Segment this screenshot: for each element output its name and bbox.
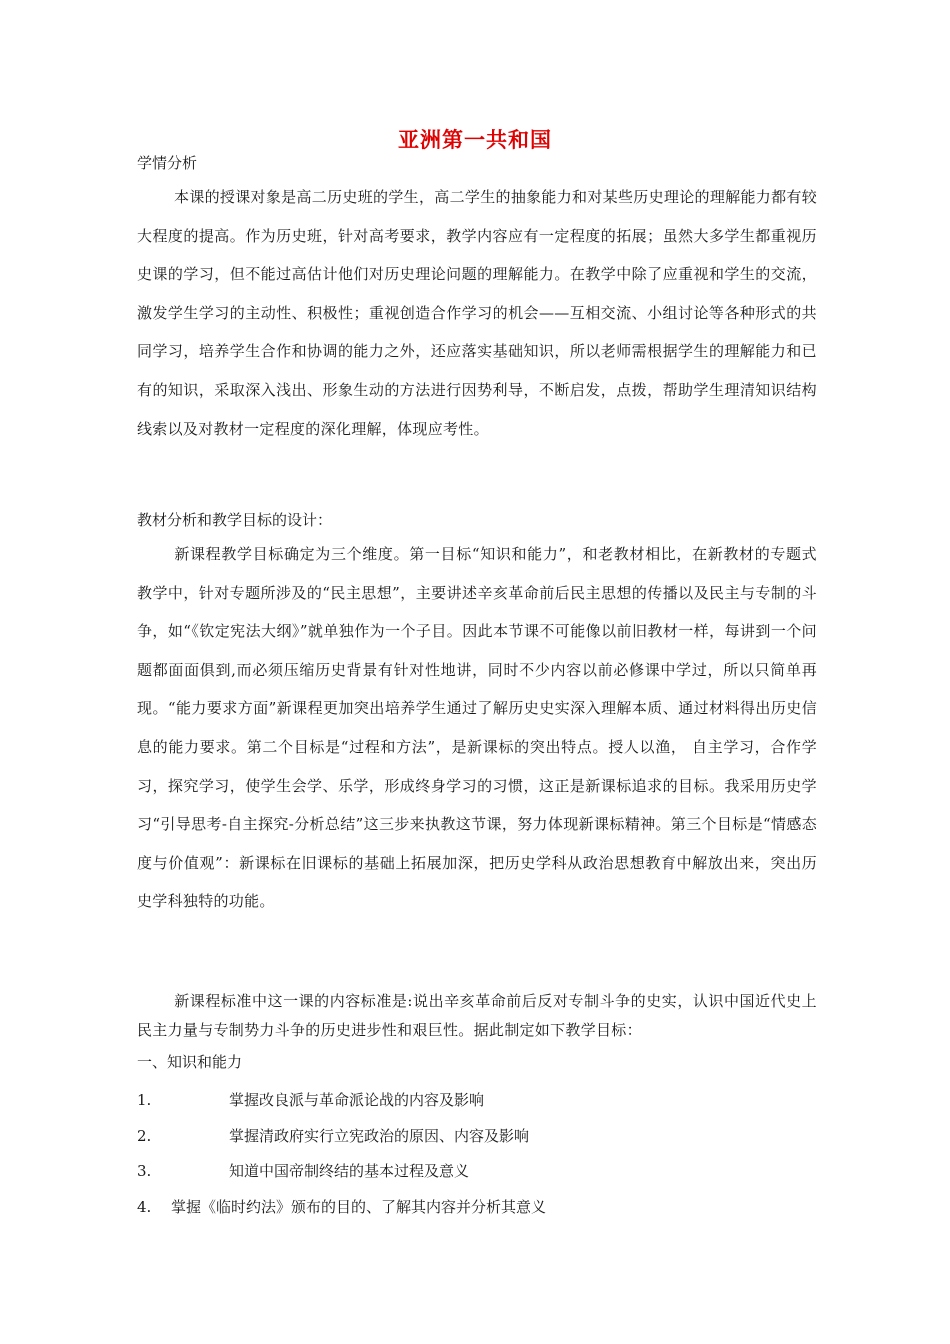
list-item-text: 掌握《临时约法》颁布的目的、了解其内容并分析其意义 xyxy=(171,1198,547,1216)
list-item xyxy=(137,1125,529,1147)
list-item xyxy=(137,1196,546,1218)
objectives-design-text: 新课程教学目标确定为三个维度。第一目标“知识和能力”，和老教材相比，在新教材的专题式教学中，针对专题所涉及的“民主思想”，主要讲述辛亥革命前后民主思想的传播以及民主与专制的斗争，如“《钦定宪法大纲》”就单独作为一个子目。因此本节课不可能像以前旧教材一样，每讲到一个问题都面面俱到,而必须压缩历史背景有针对性地讲，同时不少内容以前必修课中学过，所以只简单再现。“能力要求方面”新课程更加突出培养学生通过了解历史史实深入理解本质、通过材料得出历史信息的能力要求。第二个目标是“过程和方法”，是新课标的突出特点。授人以渔， 自主学习，合作学习，探究学习，使学生会学、乐学，形成终身学习的习惯，这正是新课标追求的目标。我采用历史学习“引导思考-自主探究-分析总结”这三步来执教这节课，努力体现新课标精神。第三个目标是“情感态度与价值观”：新课标在旧课标的基础上拓展加深，把历史学科从政治思想教育中解放出来，突出历史学科独特的功能。 xyxy=(137,545,817,911)
student-analysis-text: 本课的授课对象是高二历史班的学生，高二学生的抽象能力和对某些历史理论的理解能力都有较大程度的提高。作为历史班，针对高考要求，教学内容应有一定程度的拓展；虽然大多学生都重视历史课的学习，但不能过高估计他们对历史理论问题的理解能力。在教学中除了应重视和学生的交流，激发学生学习的主动性、积极性；重视创造合作学习的机会——互相交流、小组讨论等各种形式的共同学习，培养学生合作和协调的能力之外，还应落实基础知识，所以老师需根据学生的理解能力和已有的知识，采取深入浅出、形象生动的方法进行因势利导，不断启发，点拨，帮助学生理清知识结构线索以及对教材一定程度的深化理解，体现应考性。 xyxy=(137,188,817,438)
list-item-number: 1. xyxy=(137,1091,152,1109)
list-item-text: 掌握清政府实行立宪政治的原因、内容及影响 xyxy=(229,1127,530,1145)
section-heading-knowledge-ability: 一、知识和能力 xyxy=(137,1053,243,1071)
list-item xyxy=(137,1160,469,1182)
content-standard-paragraph xyxy=(137,987,817,1045)
content-standard-text: 新课程标准中这一课的内容标准是:说出辛亥革命前后反对专制斗争的史实，认识中国近代史上民主力量与专制势力斗争的历史进步性和艰巨性。据此制定如下教学目标： xyxy=(137,992,817,1039)
list-item-number: 2. xyxy=(137,1127,152,1145)
list-item-number: 3. xyxy=(137,1162,152,1180)
list-item xyxy=(137,1089,484,1111)
document-title: 亚洲第一共和国 xyxy=(398,128,552,152)
student-analysis-paragraph xyxy=(137,178,817,448)
list-item-text: 掌握改良派与革命派论战的内容及影响 xyxy=(229,1091,485,1109)
section-heading-textbook-analysis: 教材分析和教学目标的设计： xyxy=(137,511,333,529)
list-item-number: 4. xyxy=(137,1198,152,1216)
objectives-design-paragraph xyxy=(137,535,817,921)
list-item-text: 知道中国帝制终结的基本过程及意义 xyxy=(229,1162,470,1180)
section-heading-student-analysis: 学情分析 xyxy=(137,154,198,172)
